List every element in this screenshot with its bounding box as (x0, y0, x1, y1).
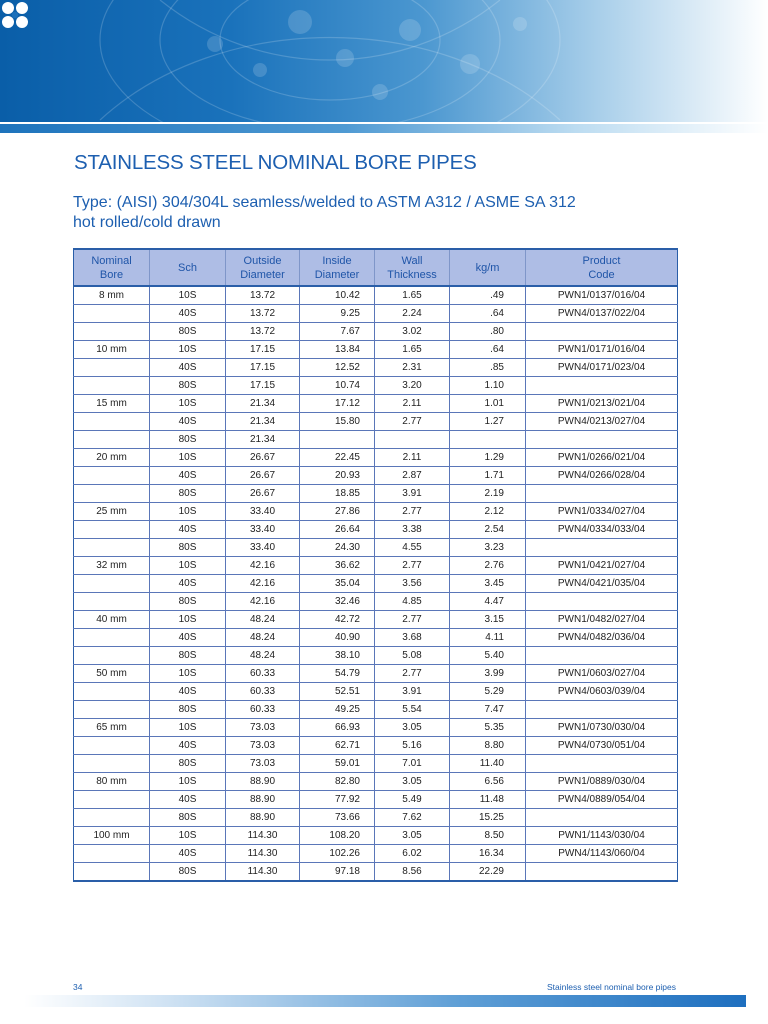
table-row (74, 755, 678, 773)
cell-wall-thickness: 3.56 (375, 575, 450, 593)
cell-kg-per-m: 1.71 (450, 467, 526, 485)
table-row (74, 845, 678, 863)
pipe-specification-table (73, 248, 678, 882)
header-banner (0, 0, 768, 122)
cell-wall-thickness: 7.01 (375, 755, 450, 773)
cell-inside-diameter: 62.71 (300, 737, 375, 755)
cell-schedule: 80S (150, 809, 226, 827)
cell-outside-diameter: 114.30 (226, 845, 300, 863)
cell-nominal-bore: 10 mm (74, 341, 150, 359)
cell-outside-diameter: 73.03 (226, 755, 300, 773)
cell-product-code: PWN1/0482/027/04 (526, 611, 678, 629)
cell-outside-diameter: 88.90 (226, 773, 300, 791)
cell-nominal-bore (74, 575, 150, 593)
cell-nominal-bore: 20 mm (74, 449, 150, 467)
cell-wall-thickness: 2.77 (375, 665, 450, 683)
cell-inside-diameter: 22.45 (300, 449, 375, 467)
cell-wall-thickness: 7.62 (375, 809, 450, 827)
cell-product-code: PWN1/0213/021/04 (526, 395, 678, 413)
cell-inside-diameter: 7.67 (300, 323, 375, 341)
cell-product-code: PWN4/0171/023/04 (526, 359, 678, 377)
cell-outside-diameter: 26.67 (226, 449, 300, 467)
cell-schedule: 80S (150, 377, 226, 395)
cell-nominal-bore (74, 359, 150, 377)
cell-kg-per-m: 2.12 (450, 503, 526, 521)
cell-nominal-bore: 80 mm (74, 773, 150, 791)
cell-kg-per-m: 1.01 (450, 395, 526, 413)
cell-kg-per-m: 3.99 (450, 665, 526, 683)
cell-schedule: 80S (150, 539, 226, 557)
cell-nominal-bore (74, 755, 150, 773)
cell-outside-diameter: 33.40 (226, 539, 300, 557)
table-row (74, 809, 678, 827)
cell-nominal-bore: 32 mm (74, 557, 150, 575)
cell-schedule: 10S (150, 611, 226, 629)
table-row (74, 377, 678, 395)
cell-kg-per-m: 5.29 (450, 683, 526, 701)
cell-nominal-bore: 100 mm (74, 827, 150, 845)
cell-kg-per-m: 22.29 (450, 863, 526, 882)
cell-kg-per-m: 3.23 (450, 539, 526, 557)
cell-outside-diameter: 26.67 (226, 485, 300, 503)
cell-schedule: 40S (150, 467, 226, 485)
cell-wall-thickness: 3.20 (375, 377, 450, 395)
cell-outside-diameter: 48.24 (226, 611, 300, 629)
cell-schedule: 10S (150, 395, 226, 413)
cell-inside-diameter: 102.26 (300, 845, 375, 863)
cell-wall-thickness: 3.05 (375, 719, 450, 737)
table-row (74, 701, 678, 719)
cell-outside-diameter: 60.33 (226, 683, 300, 701)
cell-product-code (526, 431, 678, 449)
cell-wall-thickness: 5.54 (375, 701, 450, 719)
cell-product-code: PWN4/0137/022/04 (526, 305, 678, 323)
cell-outside-diameter: 33.40 (226, 521, 300, 539)
cell-schedule: 10S (150, 719, 226, 737)
cell-kg-per-m: 4.47 (450, 593, 526, 611)
cell-product-code: PWN4/0421/035/04 (526, 575, 678, 593)
cell-inside-diameter: 36.62 (300, 557, 375, 575)
cell-product-code: PWN1/0334/027/04 (526, 503, 678, 521)
cell-inside-diameter: 49.25 (300, 701, 375, 719)
header-schedule: Sch (150, 249, 226, 286)
cell-inside-diameter: 66.93 (300, 719, 375, 737)
cell-wall-thickness: 4.85 (375, 593, 450, 611)
cell-inside-diameter: 54.79 (300, 665, 375, 683)
cell-schedule: 10S (150, 503, 226, 521)
cell-product-code (526, 593, 678, 611)
cell-outside-diameter: 114.30 (226, 863, 300, 882)
cell-product-code: PWN4/0603/039/04 (526, 683, 678, 701)
cell-outside-diameter: 42.16 (226, 575, 300, 593)
cell-nominal-bore (74, 431, 150, 449)
cell-outside-diameter: 73.03 (226, 737, 300, 755)
cell-kg-per-m: 2.54 (450, 521, 526, 539)
cell-nominal-bore (74, 467, 150, 485)
cell-schedule: 40S (150, 845, 226, 863)
cell-outside-diameter: 13.72 (226, 305, 300, 323)
cell-schedule: 80S (150, 485, 226, 503)
cell-schedule: 80S (150, 431, 226, 449)
cell-product-code (526, 485, 678, 503)
header-outside-diameter: Outside Diameter (226, 249, 300, 286)
cell-wall-thickness: 2.87 (375, 467, 450, 485)
cell-schedule: 10S (150, 557, 226, 575)
cell-schedule: 80S (150, 701, 226, 719)
cell-nominal-bore (74, 809, 150, 827)
cell-inside-diameter: 24.30 (300, 539, 375, 557)
header-rule (0, 124, 768, 133)
cell-product-code: PWN1/0889/030/04 (526, 773, 678, 791)
header-nominal-bore: Nominal Bore (74, 249, 150, 286)
cell-wall-thickness: 2.77 (375, 611, 450, 629)
table-row (74, 359, 678, 377)
header-product-code: Product Code (526, 249, 678, 286)
cell-inside-diameter: 10.74 (300, 377, 375, 395)
cell-kg-per-m: .49 (450, 286, 526, 305)
cell-kg-per-m (450, 431, 526, 449)
cell-nominal-bore (74, 683, 150, 701)
cell-wall-thickness: 3.02 (375, 323, 450, 341)
cell-inside-diameter: 26.64 (300, 521, 375, 539)
cell-nominal-bore: 8 mm (74, 286, 150, 305)
cell-outside-diameter: 21.34 (226, 413, 300, 431)
cell-nominal-bore (74, 521, 150, 539)
table-row (74, 719, 678, 737)
cell-kg-per-m: 4.11 (450, 629, 526, 647)
cell-product-code: PWN1/1143/030/04 (526, 827, 678, 845)
cell-inside-diameter: 12.52 (300, 359, 375, 377)
cell-nominal-bore: 40 mm (74, 611, 150, 629)
cell-product-code (526, 647, 678, 665)
cell-outside-diameter: 17.15 (226, 359, 300, 377)
cell-kg-per-m: .64 (450, 341, 526, 359)
cell-outside-diameter: 60.33 (226, 701, 300, 719)
cell-product-code: PWN4/0482/036/04 (526, 629, 678, 647)
cell-schedule: 40S (150, 683, 226, 701)
cell-inside-diameter: 15.80 (300, 413, 375, 431)
subtitle-line-1: Type: (AISI) 304/304L seamless/welded to ASTM A312 / ASME SA 312 (73, 194, 576, 211)
cell-schedule: 40S (150, 791, 226, 809)
table-row (74, 593, 678, 611)
cell-nominal-bore (74, 413, 150, 431)
four-circle-logo-icon (0, 0, 30, 30)
cell-nominal-bore (74, 305, 150, 323)
cell-wall-thickness: 4.55 (375, 539, 450, 557)
cell-kg-per-m: 15.25 (450, 809, 526, 827)
cell-kg-per-m: 6.56 (450, 773, 526, 791)
cell-nominal-bore (74, 593, 150, 611)
cell-product-code: PWN1/0266/021/04 (526, 449, 678, 467)
cell-nominal-bore: 25 mm (74, 503, 150, 521)
table-row (74, 341, 678, 359)
table-row (74, 395, 678, 413)
cell-nominal-bore (74, 791, 150, 809)
table-row (74, 413, 678, 431)
cell-product-code (526, 809, 678, 827)
cell-nominal-bore (74, 737, 150, 755)
table-row (74, 575, 678, 593)
footer-bar (24, 995, 746, 1007)
cell-inside-diameter: 18.85 (300, 485, 375, 503)
cell-nominal-bore: 15 mm (74, 395, 150, 413)
cell-kg-per-m: 11.48 (450, 791, 526, 809)
table-row (74, 647, 678, 665)
cell-schedule: 10S (150, 286, 226, 305)
cell-wall-thickness: 2.77 (375, 557, 450, 575)
cell-wall-thickness: 1.65 (375, 341, 450, 359)
cell-product-code: PWN4/0213/027/04 (526, 413, 678, 431)
table-row (74, 431, 678, 449)
cell-inside-diameter: 108.20 (300, 827, 375, 845)
table-row (74, 449, 678, 467)
table-row (74, 737, 678, 755)
cell-outside-diameter: 21.34 (226, 395, 300, 413)
cell-product-code: PWN4/0266/028/04 (526, 467, 678, 485)
cell-schedule: 40S (150, 737, 226, 755)
cell-wall-thickness: 2.31 (375, 359, 450, 377)
table-row (74, 521, 678, 539)
cell-wall-thickness: 6.02 (375, 845, 450, 863)
cell-schedule: 10S (150, 341, 226, 359)
cell-kg-per-m: 1.10 (450, 377, 526, 395)
table-row (74, 305, 678, 323)
cell-schedule: 10S (150, 665, 226, 683)
cell-schedule: 40S (150, 359, 226, 377)
cell-nominal-bore (74, 701, 150, 719)
cell-wall-thickness: 3.38 (375, 521, 450, 539)
cell-inside-diameter: 73.66 (300, 809, 375, 827)
cell-inside-diameter: 13.84 (300, 341, 375, 359)
cell-kg-per-m: 5.40 (450, 647, 526, 665)
cell-wall-thickness: 3.05 (375, 773, 450, 791)
cell-kg-per-m: 2.19 (450, 485, 526, 503)
table-row (74, 611, 678, 629)
cell-kg-per-m: 5.35 (450, 719, 526, 737)
cell-wall-thickness: 2.77 (375, 413, 450, 431)
cell-outside-diameter: 60.33 (226, 665, 300, 683)
cell-schedule: 40S (150, 575, 226, 593)
cell-inside-diameter: 9.25 (300, 305, 375, 323)
table-row (74, 323, 678, 341)
globe-pattern (0, 0, 768, 122)
cell-inside-diameter: 27.86 (300, 503, 375, 521)
cell-inside-diameter: 17.12 (300, 395, 375, 413)
cell-wall-thickness: 3.91 (375, 485, 450, 503)
cell-wall-thickness: 5.16 (375, 737, 450, 755)
header-inside-diameter: Inside Diameter (300, 249, 375, 286)
table-row (74, 665, 678, 683)
cell-outside-diameter: 26.67 (226, 467, 300, 485)
cell-kg-per-m: .64 (450, 305, 526, 323)
cell-outside-diameter: 13.72 (226, 286, 300, 305)
cell-inside-diameter: 82.80 (300, 773, 375, 791)
cell-wall-thickness: 5.49 (375, 791, 450, 809)
cell-outside-diameter: 88.90 (226, 809, 300, 827)
cell-kg-per-m: .80 (450, 323, 526, 341)
cell-product-code: PWN1/0171/016/04 (526, 341, 678, 359)
cell-inside-diameter: 42.72 (300, 611, 375, 629)
cell-inside-diameter: 52.51 (300, 683, 375, 701)
cell-product-code: PWN1/0730/030/04 (526, 719, 678, 737)
table-row (74, 503, 678, 521)
cell-wall-thickness: 3.91 (375, 683, 450, 701)
cell-outside-diameter: 48.24 (226, 647, 300, 665)
table-row (74, 773, 678, 791)
cell-product-code: PWN1/0421/027/04 (526, 557, 678, 575)
cell-inside-diameter (300, 431, 375, 449)
cell-outside-diameter: 42.16 (226, 593, 300, 611)
subtitle-line-2: hot rolled/cold drawn (73, 214, 221, 231)
table-row (74, 827, 678, 845)
cell-inside-diameter: 77.92 (300, 791, 375, 809)
cell-kg-per-m: 8.50 (450, 827, 526, 845)
cell-schedule: 80S (150, 647, 226, 665)
cell-kg-per-m: 11.40 (450, 755, 526, 773)
header-wall-thickness: Wall Thickness (375, 249, 450, 286)
table-header-row (74, 249, 678, 286)
table-row (74, 791, 678, 809)
cell-kg-per-m: 16.34 (450, 845, 526, 863)
cell-kg-per-m: 7.47 (450, 701, 526, 719)
table-row (74, 683, 678, 701)
cell-outside-diameter: 88.90 (226, 791, 300, 809)
cell-kg-per-m: 3.45 (450, 575, 526, 593)
cell-nominal-bore (74, 629, 150, 647)
cell-schedule: 10S (150, 827, 226, 845)
cell-kg-per-m: 3.15 (450, 611, 526, 629)
cell-wall-thickness: 3.68 (375, 629, 450, 647)
cell-product-code: PWN1/0137/016/04 (526, 286, 678, 305)
cell-kg-per-m: 1.27 (450, 413, 526, 431)
cell-inside-diameter: 32.46 (300, 593, 375, 611)
cell-nominal-bore (74, 863, 150, 882)
cell-wall-thickness: 2.77 (375, 503, 450, 521)
cell-outside-diameter: 17.15 (226, 341, 300, 359)
cell-schedule: 40S (150, 521, 226, 539)
cell-wall-thickness: 2.11 (375, 449, 450, 467)
table-row (74, 286, 678, 305)
cell-product-code (526, 755, 678, 773)
cell-schedule: 80S (150, 755, 226, 773)
cell-schedule: 10S (150, 773, 226, 791)
cell-schedule: 40S (150, 629, 226, 647)
table-row (74, 629, 678, 647)
cell-wall-thickness: 8.56 (375, 863, 450, 882)
cell-outside-diameter: 33.40 (226, 503, 300, 521)
table-row (74, 557, 678, 575)
cell-product-code: PWN1/0603/027/04 (526, 665, 678, 683)
cell-nominal-bore (74, 377, 150, 395)
cell-inside-diameter: 38.10 (300, 647, 375, 665)
cell-wall-thickness: 1.65 (375, 286, 450, 305)
cell-schedule: 80S (150, 593, 226, 611)
cell-inside-diameter: 35.04 (300, 575, 375, 593)
cell-product-code (526, 863, 678, 882)
cell-inside-diameter: 20.93 (300, 467, 375, 485)
cell-outside-diameter: 21.34 (226, 431, 300, 449)
page-subtitle (73, 193, 693, 233)
cell-kg-per-m: 8.80 (450, 737, 526, 755)
cell-inside-diameter: 10.42 (300, 286, 375, 305)
cell-outside-diameter: 42.16 (226, 557, 300, 575)
cell-schedule: 40S (150, 413, 226, 431)
cell-nominal-bore (74, 485, 150, 503)
cell-nominal-bore (74, 539, 150, 557)
cell-outside-diameter: 17.15 (226, 377, 300, 395)
cell-inside-diameter: 59.01 (300, 755, 375, 773)
cell-product-code (526, 539, 678, 557)
cell-schedule: 80S (150, 323, 226, 341)
cell-inside-diameter: 40.90 (300, 629, 375, 647)
cell-product-code: PWN4/1143/060/04 (526, 845, 678, 863)
cell-nominal-bore: 65 mm (74, 719, 150, 737)
cell-nominal-bore: 50 mm (74, 665, 150, 683)
cell-product-code: PWN4/0334/033/04 (526, 521, 678, 539)
cell-schedule: 10S (150, 449, 226, 467)
cell-schedule: 40S (150, 305, 226, 323)
cell-kg-per-m: 1.29 (450, 449, 526, 467)
cell-wall-thickness: 2.24 (375, 305, 450, 323)
cell-product-code: PWN4/0889/054/04 (526, 791, 678, 809)
table-row (74, 467, 678, 485)
cell-product-code (526, 701, 678, 719)
page-number: 34 (73, 982, 83, 992)
cell-outside-diameter: 13.72 (226, 323, 300, 341)
footer-section-name: Stainless steel nominal bore pipes (547, 982, 676, 992)
cell-schedule: 80S (150, 863, 226, 882)
page-title: STAINLESS STEEL NOMINAL BORE PIPES (74, 151, 477, 174)
cell-product-code: PWN4/0730/051/04 (526, 737, 678, 755)
cell-inside-diameter: 97.18 (300, 863, 375, 882)
cell-nominal-bore (74, 323, 150, 341)
cell-outside-diameter: 48.24 (226, 629, 300, 647)
header-kg-per-m: kg/m (450, 249, 526, 286)
cell-product-code (526, 323, 678, 341)
cell-wall-thickness: 2.11 (375, 395, 450, 413)
table-row (74, 539, 678, 557)
cell-outside-diameter: 73.03 (226, 719, 300, 737)
cell-wall-thickness: 3.05 (375, 827, 450, 845)
cell-product-code (526, 377, 678, 395)
table-row (74, 485, 678, 503)
cell-nominal-bore (74, 647, 150, 665)
cell-wall-thickness (375, 431, 450, 449)
cell-nominal-bore (74, 845, 150, 863)
cell-kg-per-m: 2.76 (450, 557, 526, 575)
cell-kg-per-m: .85 (450, 359, 526, 377)
cell-wall-thickness: 5.08 (375, 647, 450, 665)
cell-outside-diameter: 114.30 (226, 827, 300, 845)
table-row (74, 863, 678, 882)
